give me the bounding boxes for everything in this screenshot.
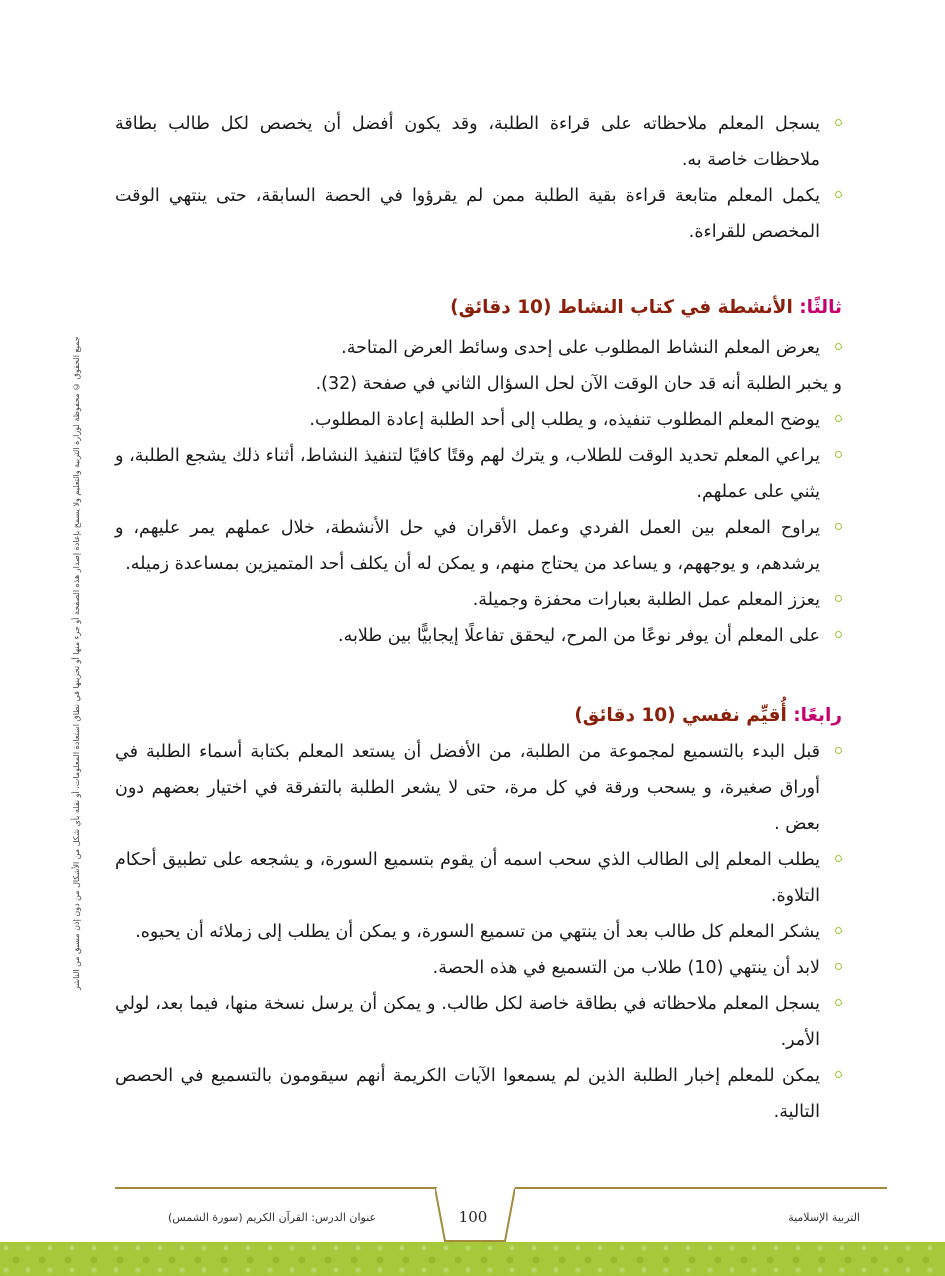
bullet-icon — [835, 963, 842, 970]
list-item-text: قبل البدء بالتسميع لمجموعة من الطلبة، من الأفضل أن يستعد المعلم بكتابة أسماء الطلبة في أوراق صغيرة، و يسحب ورقة في كل مرة، حتى لا يشعر الطلبة بالتفرقة في اختيار بعضهم دون بعض . — [115, 742, 820, 834]
list-item-text: يعزز المعلم عمل الطلبة بعبارات محفزة وجميلة. — [472, 590, 820, 610]
list-item-text: يراوح المعلم بين العمل الفردي وعمل الأقران في حل الأنشطة، خلال عملهم يمر عليهم، و يرشدهم، و يوجههم، و يساعد من يحتاج منهم، و يمكن له أن يكلف أحد المتميزين بمساعدة زميله. — [115, 518, 820, 574]
subject-name: التربية الإسلامية — [788, 1211, 860, 1224]
list-item — [115, 1058, 842, 1130]
list-item-text: يكمل المعلم متابعة قراءة بقية الطلبة ممن لم يقرؤوا في الحصة السابقة، حتى ينتهي الوقت المخصص للقراءة. — [115, 186, 820, 242]
list-item-text: على المعلم أن يوفر نوعًا من المرح، ليحقق تفاعلًا إيجابيًّا بين طلابه. — [338, 626, 820, 646]
bullet-icon — [835, 1071, 842, 1078]
list-item-text: يشكر المعلم كل طالب بعد أن ينتهي من تسميع السورة، و يمكن أن يطلب إلى زملائه أن يحيوه. — [135, 922, 820, 942]
bullet-icon — [835, 191, 842, 198]
list-item — [115, 914, 842, 950]
heading-text: أُقيِّم نفسي (10 دقائق) — [574, 705, 787, 726]
bullet-icon — [835, 927, 842, 934]
bullet-icon — [835, 119, 842, 126]
bullet-icon — [835, 747, 842, 754]
section-activities — [115, 330, 842, 654]
lesson-title: عنوان الدرس: القرآن الكريم (سورة الشمس) — [168, 1211, 377, 1224]
list-item-text: يسجل المعلم ملاحظاته على قراءة الطلبة، وقد يكون أفضل أن يخصص لكل طالب بطاقة ملاحظات خاصة به. — [115, 114, 820, 170]
footer-divider-right — [515, 1187, 887, 1189]
bullet-icon — [835, 451, 842, 458]
bullet-icon — [835, 595, 842, 602]
list-item — [115, 842, 842, 914]
section-self-assessment — [115, 734, 842, 1130]
bullet-icon — [835, 343, 842, 350]
heading-label: ثالثًا: — [799, 297, 842, 318]
footer-divider-left — [115, 1187, 437, 1189]
list-item — [115, 582, 842, 618]
list-item — [115, 986, 842, 1058]
list-item — [115, 402, 842, 438]
list-item-text: يمكن للمعلم إخبار الطلبة الذين لم يسمعوا الآيات الكريمة أنهم سيقومون بالتسميع في الحصص التالية. — [115, 1066, 820, 1122]
list-item — [115, 950, 842, 986]
list-item — [115, 618, 842, 654]
list-item — [115, 438, 842, 510]
paragraph: و يخبر الطلبة أنه قد حان الوقت الآن لحل السؤال الثاني في صفحة (32). — [315, 374, 842, 394]
list-item — [115, 178, 842, 250]
list-item — [115, 510, 842, 582]
bullet-icon — [835, 855, 842, 862]
list-item — [115, 330, 842, 366]
copyright-notice: جميع الحقوق © محفوظة لوزارة التربية والتعليم ولا يسمح بإعادة إصدار هذه الصفحة أو جزء منها أو تخزينها في نطاق استعادة المعلومات، أو نقله بأي شكل من الأشكال من دون إذن مسبق من الناشر — [72, 336, 81, 990]
list-item-text: يوضح المعلم المطلوب تنفيذه، و يطلب إلى أحد الطلبة إعادة المطلوب. — [309, 410, 820, 430]
heading-text: الأنشطة في كتاب النشاط (10 دقائق) — [450, 297, 793, 318]
decorative-band — [0, 1242, 945, 1276]
list-item-text: يسجل المعلم ملاحظاته في بطاقة خاصة لكل طالب. و يمكن أن يرسل نسخة منها، فيما بعد، لولي الأمر. — [115, 994, 820, 1050]
page-content — [115, 106, 842, 1130]
heading-label: رابعًا: — [793, 705, 842, 726]
page-number: 100 — [458, 1208, 488, 1226]
bullet-icon — [835, 523, 842, 530]
list-item-text: يراعي المعلم تحديد الوقت للطلاب، و يترك لهم وقتًا كافيًا لتنفيذ النشاط، أثناء ذلك يشجع الطلبة، و يثني على عملهم. — [115, 446, 820, 502]
section-heading-self-assessment — [115, 698, 842, 734]
list-item-text: لابد أن ينتهي (10) طلاب من التسميع في هذه الحصة. — [432, 958, 820, 978]
list-item — [115, 106, 842, 178]
list-item — [115, 734, 842, 842]
bullet-icon — [835, 631, 842, 638]
list-item-text: يعرض المعلم النشاط المطلوب على إحدى وسائط العرض المتاحة. — [341, 338, 820, 358]
list-item-text: يطلب المعلم إلى الطالب الذي سحب اسمه أن يقوم بتسميع السورة، و يشجعه على تطبيق أحكام التلاوة. — [115, 850, 820, 906]
bullet-icon — [835, 999, 842, 1006]
section-heading-activities — [115, 290, 842, 326]
section-reading-notes — [115, 106, 842, 250]
bullet-icon — [835, 415, 842, 422]
